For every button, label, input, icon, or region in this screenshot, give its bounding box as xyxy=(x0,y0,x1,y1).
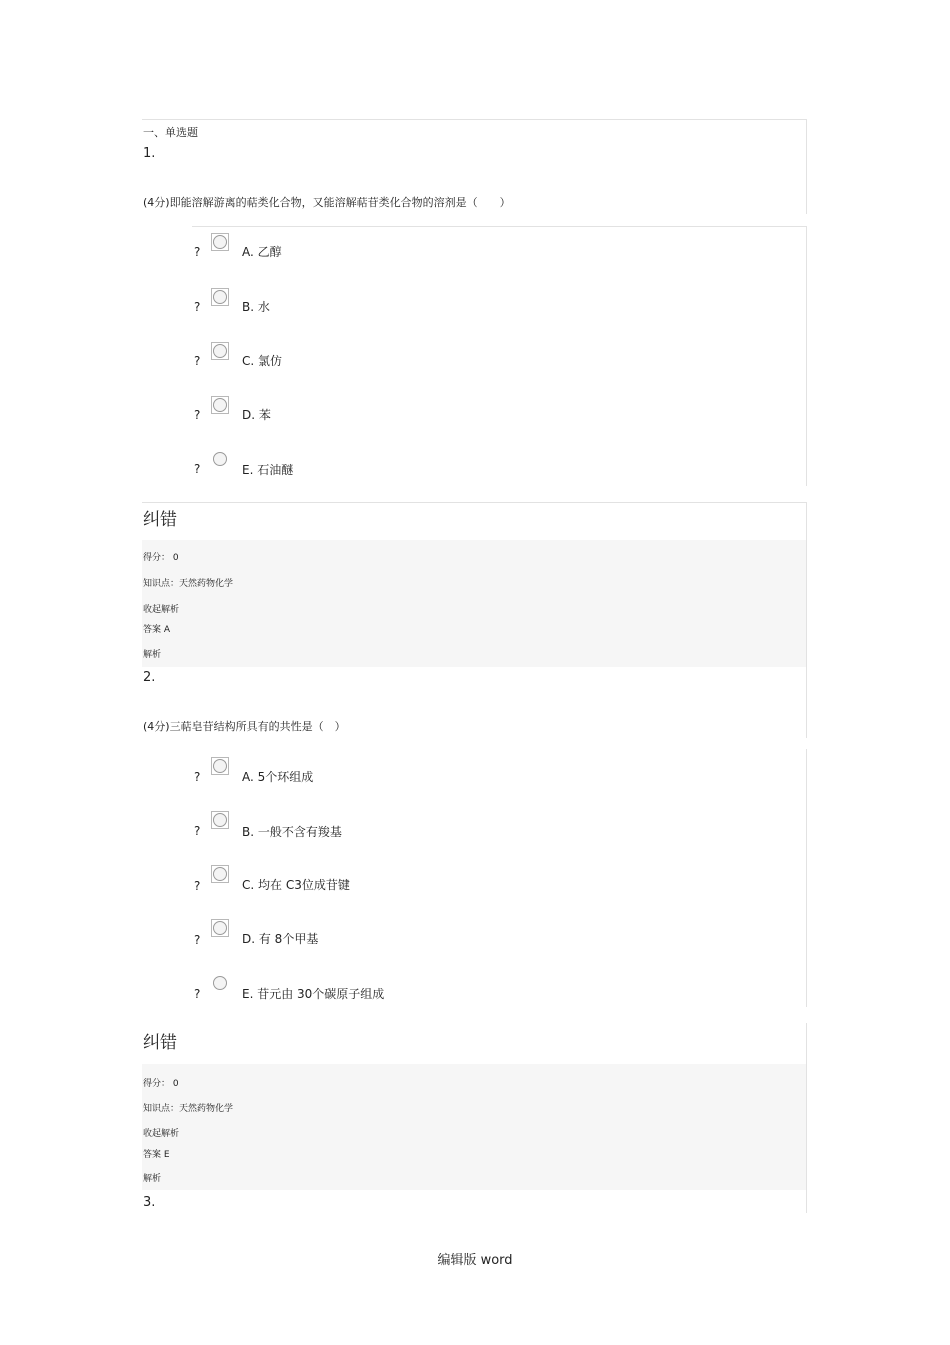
option-label: D. 苯 xyxy=(242,408,271,422)
option-label: A. 乙醇 xyxy=(242,245,282,259)
analysis-label: 解析 xyxy=(143,1174,162,1184)
answer-text: 答案 E xyxy=(143,1150,170,1160)
knowledge-point: 知识点：天然药物化学 xyxy=(143,579,234,589)
analysis-label: 解析 xyxy=(143,650,162,660)
option-label: C. 氯仿 xyxy=(242,354,283,368)
option-marker: ? xyxy=(194,770,201,784)
option-label: A. 5个环组成 xyxy=(242,770,314,784)
option-marker: ? xyxy=(194,933,201,947)
radio-button[interactable] xyxy=(213,452,227,466)
page-footer: 编辑版 word xyxy=(437,1253,513,1268)
report-error-link[interactable]: 纠错 xyxy=(143,510,177,530)
option-marker: ? xyxy=(194,300,201,314)
option-label: C. 均在 C3位成苷键 xyxy=(242,878,350,892)
option-label: E. 苷元由 30个碳原子组成 xyxy=(242,987,385,1001)
score-text: 得分： 0 xyxy=(143,1079,179,1089)
option-marker: ? xyxy=(194,354,201,368)
option-label: B. 水 xyxy=(242,300,270,314)
option-marker: ? xyxy=(194,408,201,422)
option-label: B. 一般不含有羧基 xyxy=(242,825,342,839)
option-label: D. 有 8个甲基 xyxy=(242,932,319,946)
option-marker: ? xyxy=(194,462,201,476)
radio-button[interactable] xyxy=(213,235,227,249)
answer-text: 答案 A xyxy=(143,625,171,635)
question-number: 3. xyxy=(143,1195,156,1210)
question-number: 2. xyxy=(143,670,156,685)
option-marker: ? xyxy=(194,987,201,1001)
radio-button[interactable] xyxy=(213,813,227,827)
option-marker: ? xyxy=(194,824,201,838)
radio-button[interactable] xyxy=(213,344,227,358)
question-number: 1. xyxy=(143,146,156,161)
section-title: 一、单选题 xyxy=(143,126,198,139)
radio-button[interactable] xyxy=(213,398,227,412)
collapse-analysis-link[interactable]: 收起解析 xyxy=(143,1129,180,1139)
radio-button[interactable] xyxy=(213,290,227,304)
knowledge-point: 知识点：天然药物化学 xyxy=(143,1104,234,1114)
radio-button[interactable] xyxy=(213,976,227,990)
radio-button[interactable] xyxy=(213,921,227,935)
option-marker: ? xyxy=(194,879,201,893)
option-marker: ? xyxy=(194,245,201,259)
score-text: 得分： 0 xyxy=(143,553,179,563)
question-stem: (4分)三萜皂苷结构所具有的共性是（ ） xyxy=(143,720,346,733)
option-label: E. 石油醚 xyxy=(242,463,294,477)
radio-button[interactable] xyxy=(213,867,227,881)
radio-button[interactable] xyxy=(213,759,227,773)
collapse-analysis-link[interactable]: 收起解析 xyxy=(143,605,180,615)
question-stem: (4分)即能溶解游离的萜类化合物，又能溶解萜苷类化合物的溶剂是（ ） xyxy=(143,196,511,209)
report-error-link[interactable]: 纠错 xyxy=(143,1033,177,1053)
